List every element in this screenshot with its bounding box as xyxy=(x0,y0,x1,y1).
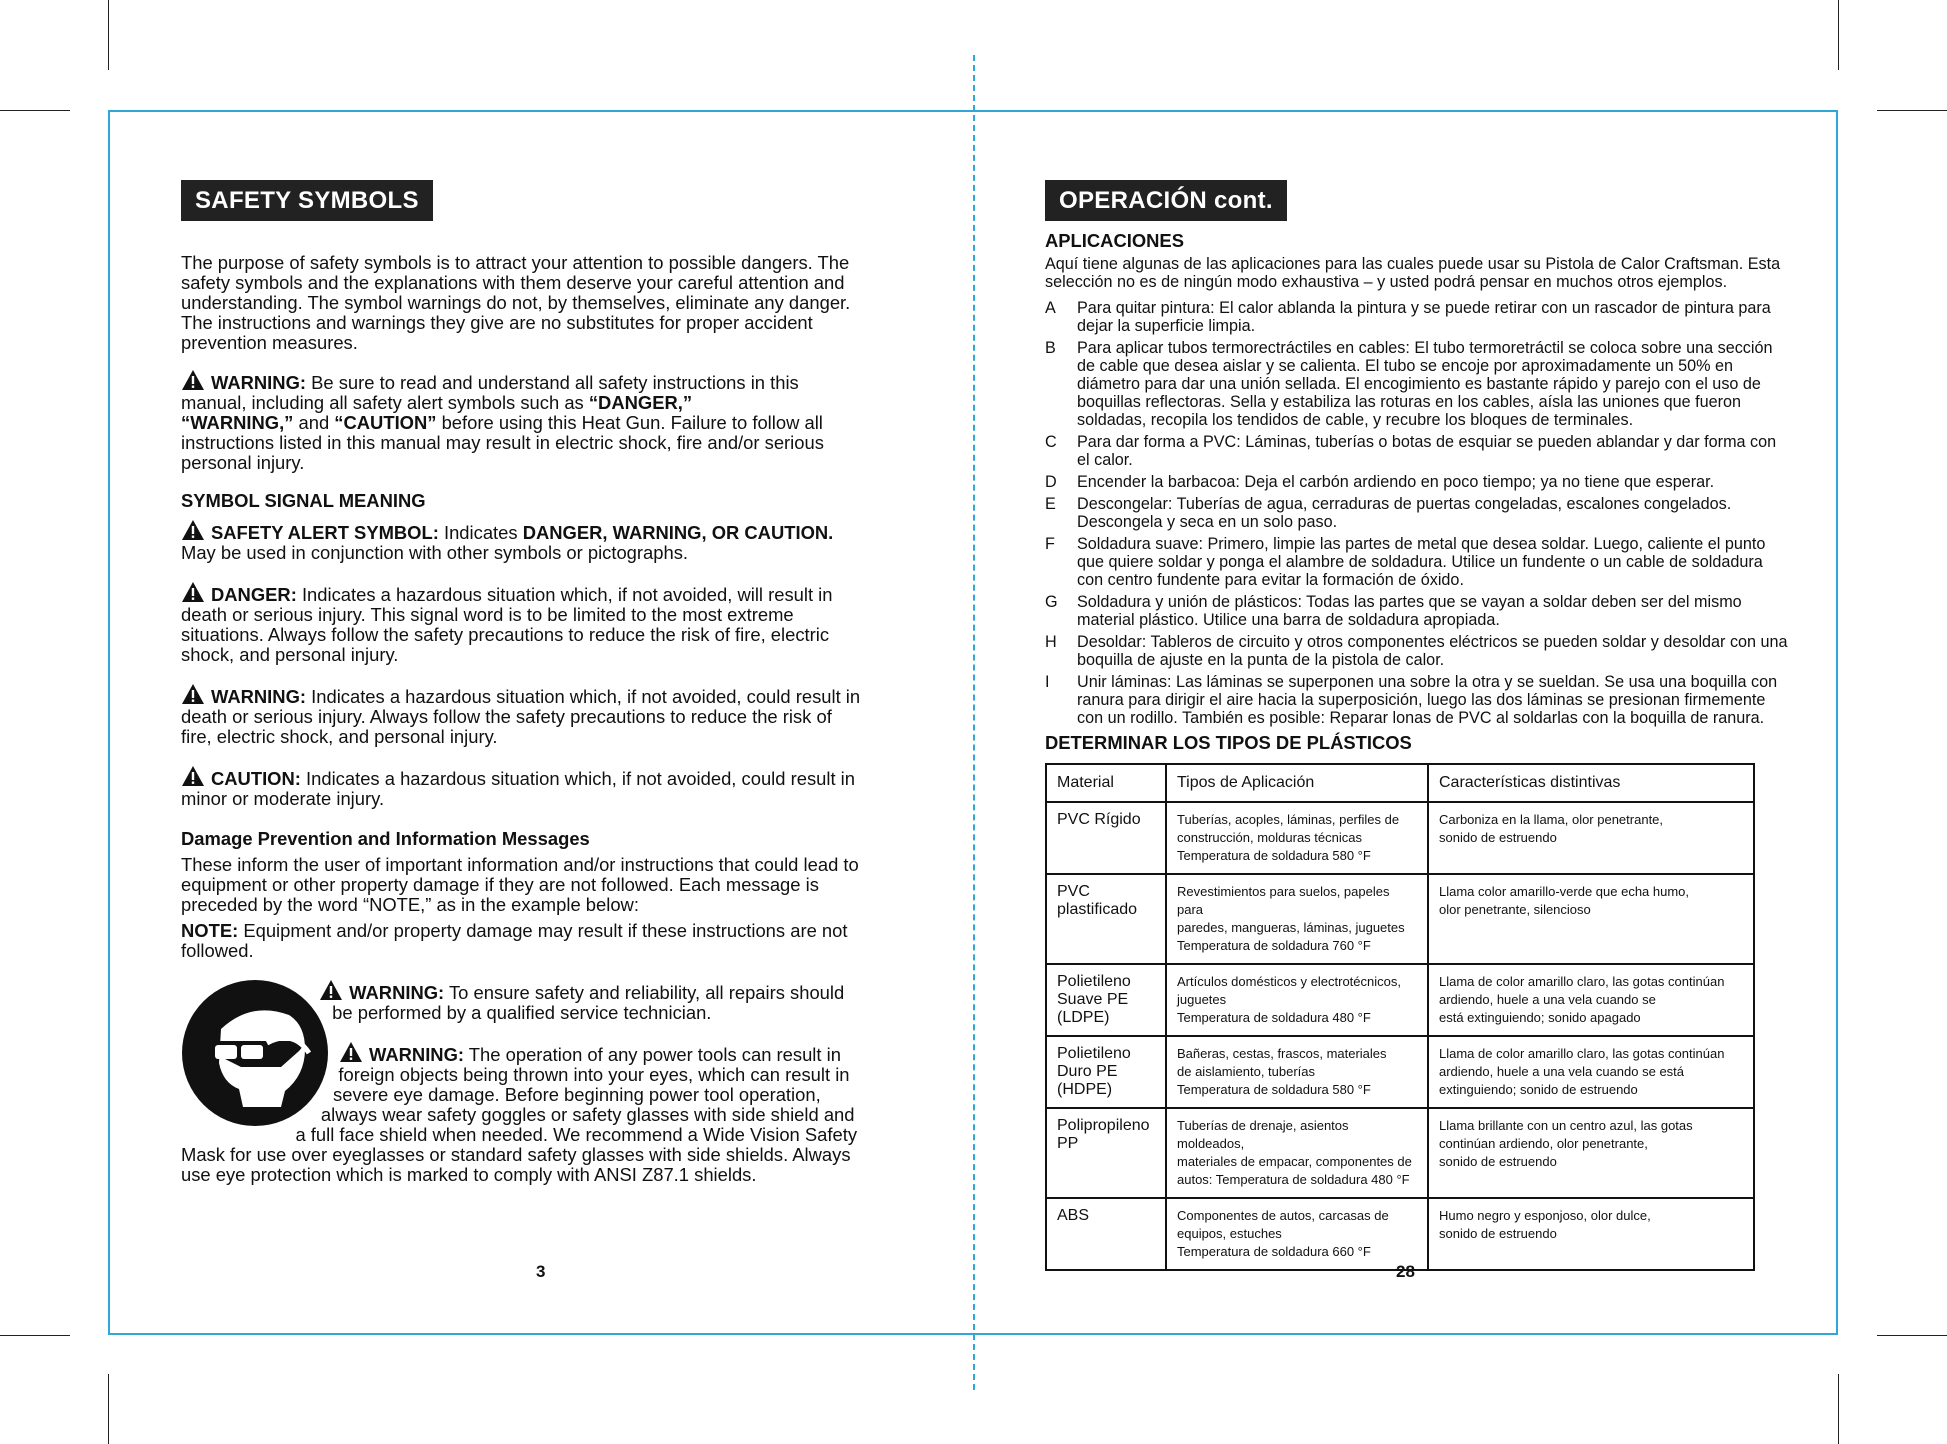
cell-line: Bañeras, cestas, frascos, materiales xyxy=(1177,1046,1387,1061)
cell-line: Temperatura de soldadura 660 °F xyxy=(1177,1244,1371,1259)
table-cell-material xyxy=(1046,1036,1166,1108)
list-item-text: Para dar forma a PVC: Láminas, tuberías o botas de esquiar se pueden ablandar y dar forma con el calor. xyxy=(1077,433,1777,469)
table-row xyxy=(1046,1036,1754,1108)
list-item xyxy=(1045,339,1790,429)
cell-line: (HDPE) xyxy=(1057,1081,1113,1098)
table-cell-material xyxy=(1046,1198,1166,1270)
warning-text: Be sure to read and understand all safety instructions in this manual, including all safety alert symbols such as xyxy=(181,372,799,413)
crop-mark xyxy=(0,110,70,111)
cell-line: está extinguiendo; sonido apagado xyxy=(1439,1010,1641,1025)
page-number-left: 3 xyxy=(536,1262,546,1281)
cell-line: Componentes de autos, carcasas de xyxy=(1177,1208,1389,1223)
list-item-text: Encender la barbacoa: Deja el carbón ardiendo en poco tiempo; ya no tiene que esperar. xyxy=(1077,473,1715,491)
caution-paragraph xyxy=(181,765,861,809)
crop-mark xyxy=(1838,0,1839,70)
cell-line: Tuberías de drenaje, asientos moldeados, xyxy=(1177,1118,1349,1151)
list-item-text: Descongelar: Tuberías de agua, cerraduras de puertas congeladas, escalones congelados. Descongela y seca en un solo paso. xyxy=(1077,495,1732,531)
list-item xyxy=(1045,593,1790,629)
table-header-cell: Material xyxy=(1046,764,1166,802)
apps-list xyxy=(1045,299,1790,727)
cell-line: Temperatura de soldadura 760 °F xyxy=(1177,938,1371,953)
damage-heading: Damage Prevention and Information Messages xyxy=(181,828,590,849)
list-item xyxy=(1045,633,1790,669)
table-header-cell: Características distintivas xyxy=(1428,764,1754,802)
fold-line xyxy=(973,55,975,1390)
warning-triangle-icon xyxy=(339,1041,363,1063)
warning-triangle-icon xyxy=(181,369,205,391)
table-cell-caracteristicas xyxy=(1428,802,1754,874)
warning-label: WARNING: xyxy=(369,1044,465,1065)
list-item-letter: C xyxy=(1045,433,1057,451)
warning-repairs-text: To ensure safety and reliability, all repairs should be performed by a qualified service technician. xyxy=(332,982,845,1023)
cell-line: plastificado xyxy=(1057,901,1138,918)
cell-line: PP xyxy=(1057,1135,1079,1152)
list-item-text: Soldadura suave: Primero, limpie las partes de metal que desea soldar. Luego, caliente el punto que quiere soldar y ponga el alambre de soldadura. Utilice un fundente o un cable de soldadura con centro fundente para evitar la formación de óxido. xyxy=(1077,535,1766,589)
warning-triangle-icon xyxy=(181,581,205,603)
plastics-heading: DETERMINAR LOS TIPOS DE PLÁSTICOS xyxy=(1045,732,1412,753)
page-number-right: 28 xyxy=(1396,1262,1415,1281)
caution-word: “CAUTION” xyxy=(334,412,437,433)
cell-line: sonido de estruendo xyxy=(1439,1226,1557,1241)
cell-line: Llama de color amarillo claro, las gotas continúan xyxy=(1439,1046,1725,1061)
cell-line: sonido de estruendo xyxy=(1439,1154,1557,1169)
table-row xyxy=(1046,874,1754,964)
table-row xyxy=(1046,802,1754,874)
list-item-letter: F xyxy=(1045,535,1055,553)
table-row xyxy=(1046,1108,1754,1198)
warning-word: “WARNING,” xyxy=(181,412,294,433)
page-title: OPERACIÓN cont. xyxy=(1045,180,1287,221)
list-item xyxy=(1045,495,1790,531)
table-cell-material xyxy=(1046,874,1166,964)
cell-line: Artículos domésticos y electrotécnicos, xyxy=(1177,974,1401,989)
safety-alert-bold: DANGER, WARNING, OR CAUTION. xyxy=(522,522,834,543)
safety-alert-text: Indicates xyxy=(438,522,523,543)
cell-line: PVC xyxy=(1057,883,1090,900)
cell-line: Temperatura de soldadura 580 °F xyxy=(1177,848,1371,863)
list-item-letter: G xyxy=(1045,593,1058,611)
table-cell-aplicacion xyxy=(1166,874,1428,964)
cell-line: paredes, mangueras, láminas, juguetes xyxy=(1177,920,1405,935)
cell-line: Duro PE xyxy=(1057,1063,1118,1080)
crop-mark xyxy=(1838,1374,1839,1444)
table-cell-caracteristicas xyxy=(1428,1036,1754,1108)
left-page xyxy=(181,180,861,1185)
crop-mark xyxy=(1877,110,1947,111)
safety-alert-paragraph xyxy=(181,519,861,563)
intro-paragraph: The purpose of safety symbols is to attract your attention to possible dangers. The safety symbols and the explanations with them deserve your careful attention and understanding. The symbol warnings do not, by themselves, eliminate any danger. The instructions and warnings they give are no substitutes for proper accident prevention measures. xyxy=(181,252,851,353)
apps-intro: Aquí tiene algunas de las aplicaciones para las cuales puede usar su Pistola de Calor Craftsman. Esta selección no es de ningún modo exhaustiva – y usted podrá pensar en muchos otros ejemplos. xyxy=(1045,255,1781,291)
cell-line: olor penetrante, silencioso xyxy=(1439,902,1591,917)
table-cell-material xyxy=(1046,964,1166,1036)
crop-mark xyxy=(1877,1335,1947,1336)
list-item xyxy=(1045,673,1790,727)
list-item-letter: E xyxy=(1045,495,1056,513)
damage-paragraph: These inform the user of important information and/or instructions that could lead to equipment or other property damage if they are not followed. Each message is preceded by the word “NOTE,” as in the example below: xyxy=(181,854,859,915)
warning-label: WARNING: xyxy=(211,686,307,707)
crop-mark xyxy=(108,1374,109,1444)
table-cell-caracteristicas xyxy=(1428,964,1754,1036)
note-paragraph xyxy=(181,921,861,961)
page-title: SAFETY SYMBOLS xyxy=(181,180,433,221)
crop-mark xyxy=(0,1335,70,1336)
table-cell-aplicacion xyxy=(1166,1036,1428,1108)
cell-line: (LDPE) xyxy=(1057,1009,1110,1026)
table-cell-aplicacion xyxy=(1166,802,1428,874)
cell-line: juguetes xyxy=(1177,992,1227,1007)
note-label: NOTE: xyxy=(181,920,239,941)
apps-heading: APLICACIONES xyxy=(1045,230,1184,251)
warning-paragraph xyxy=(181,369,861,473)
cell-line: ardiendo, huele a una vela cuando se xyxy=(1439,992,1656,1007)
cell-line: Temperatura de soldadura 480 °F xyxy=(1177,1010,1371,1025)
cell-line: Polietileno xyxy=(1057,973,1131,990)
list-item xyxy=(1045,433,1790,469)
table-cell-caracteristicas xyxy=(1428,1108,1754,1198)
cell-line: ardiendo, huele a una vela cuando se está xyxy=(1439,1064,1685,1079)
safety-alert-text-cont: May be used in conjunction with other symbols or pictographs. xyxy=(181,542,689,563)
signal-heading: SYMBOL SIGNAL MEANING xyxy=(181,490,426,511)
warning-signal-text: Indicates a hazardous situation which, if not avoided, could result in death or serious injury. Always follow the safety precautions to reduce the risk of fire, electric shock, and personal injury. xyxy=(181,686,861,747)
cell-line: sonido de estruendo xyxy=(1439,830,1557,845)
cell-line: Tuberías, acoples, láminas, perfiles de xyxy=(1177,812,1400,827)
table-cell-material xyxy=(1046,1108,1166,1198)
list-item-letter: H xyxy=(1045,633,1057,651)
warning-label: WARNING: xyxy=(349,982,445,1003)
list-item-letter: B xyxy=(1045,339,1056,357)
danger-word: “DANGER,” xyxy=(588,392,693,413)
safety-alert-label: SAFETY ALERT SYMBOL: xyxy=(211,522,439,543)
list-item-letter: I xyxy=(1045,673,1050,691)
table-cell-caracteristicas xyxy=(1428,874,1754,964)
table-cell-aplicacion xyxy=(1166,964,1428,1036)
danger-paragraph xyxy=(181,581,861,665)
cell-line: PVC Rígido xyxy=(1057,811,1141,828)
warning-triangle-icon xyxy=(319,979,343,1001)
list-item xyxy=(1045,299,1790,335)
list-item-letter: D xyxy=(1045,473,1057,491)
table-row xyxy=(1046,1198,1754,1270)
safety-goggles-icon xyxy=(181,979,329,1127)
list-item xyxy=(1045,535,1790,589)
list-item xyxy=(1045,473,1790,491)
warning-triangle-icon xyxy=(181,765,205,787)
danger-label: DANGER: xyxy=(211,584,297,605)
crop-mark xyxy=(108,0,109,70)
table-cell-caracteristicas xyxy=(1428,1198,1754,1270)
list-item-text: Desoldar: Tableros de circuito y otros componentes eléctricos se pueden soldar y desoldar con una boquilla de ajuste en la punta de la pistola de calor. xyxy=(1077,633,1788,669)
cell-line: Revestimientos para suelos, papeles para xyxy=(1177,884,1390,917)
table-row xyxy=(1046,964,1754,1036)
cell-line: continúan ardiendo, olor penetrante, xyxy=(1439,1136,1648,1151)
table-cell-aplicacion xyxy=(1166,1108,1428,1198)
and-word: and xyxy=(293,412,335,433)
cell-line: construcción, molduras técnicas xyxy=(1177,830,1362,845)
cell-line: Polietileno xyxy=(1057,1045,1131,1062)
warning-triangle-icon xyxy=(181,519,205,541)
cell-line: ABS xyxy=(1057,1207,1090,1224)
list-item-text: Para quitar pintura: El calor ablanda la pintura y se puede retirar con un rascador de pintura para dejar la superficie limpia. xyxy=(1077,299,1771,335)
cell-line: equipos, estuches xyxy=(1177,1226,1282,1241)
table-header-row xyxy=(1046,764,1754,802)
warning-eyes-text: The operation of any power tools can result in foreign objects being thrown into your eyes, which can result in severe eye damage. Before beginning power tool operation, always wear safety goggles or safety glasses with side shield and a full face shield when needed. We recommend a Wide Vision Safety Mask for use over eyeglasses or standard safety glasses with side shields. Always use eye protection which is marked to comply with ANSI Z87.1 shields. xyxy=(181,1044,858,1185)
caution-text: Indicates a hazardous situation which, if not avoided, could result in minor or moderate injury. xyxy=(181,768,855,809)
cell-line: Temperatura de soldadura 580 °F xyxy=(1177,1082,1371,1097)
cell-line: Llama color amarillo-verde que echa humo, xyxy=(1439,884,1690,899)
cell-line: Llama brillante con un centro azul, las gotas xyxy=(1439,1118,1693,1133)
cell-line: extinguiendo; sonido de estruendo xyxy=(1439,1082,1638,1097)
cell-line: autos: Temperatura de soldadura 480 °F xyxy=(1177,1172,1410,1187)
warning-triangle-icon xyxy=(181,683,205,705)
warning-label: WARNING: xyxy=(211,372,307,393)
table-cell-aplicacion xyxy=(1166,1198,1428,1270)
cell-line: Suave PE xyxy=(1057,991,1129,1008)
table-header-cell: Tipos de Aplicación xyxy=(1166,764,1428,802)
cell-line: Polipropileno xyxy=(1057,1117,1150,1134)
list-item-letter: A xyxy=(1045,299,1056,317)
warning-signal-paragraph xyxy=(181,683,861,747)
list-item-text: Unir láminas: Las láminas se superponen una sobre la otra y se sueldan. Se usa una boquilla con ranura para dirigir el aire hacia la superposición, luego las dos láminas se presionan firmemente con un rodillo. También es posible: Reparar lonas de PVC al soldarlas con la boquilla de ranura. xyxy=(1077,673,1778,727)
list-item-text: Soldadura y unión de plásticos: Todas las partes que se vayan a soldar deben ser del mismo material plástico. Utilice una barra de soldadura apropiada. xyxy=(1077,593,1742,629)
cell-line: de aislamiento, tuberías xyxy=(1177,1064,1316,1079)
danger-text: Indicates a hazardous situation which, if not avoided, will result in death or serious injury. This signal word is to be limited to the most extreme situations. Always follow the safety precautions to reduce the risk of fire, electric shock, and personal injury. xyxy=(181,584,833,665)
eye-protection-block xyxy=(181,979,861,1185)
plastics-table xyxy=(1045,763,1755,1271)
cell-line: Humo negro y esponjoso, olor dulce, xyxy=(1439,1208,1651,1223)
cell-line: Carboniza en la llama, olor penetrante, xyxy=(1439,812,1664,827)
list-item-text: Para aplicar tubos termorectráctiles en cables: El tubo termoretráctil se coloca sobre una sección de cable que desea aislar y se calienta. El tubo se encoje por aproximadamente un 50% en diámetro para dar una unión sellada. El encogimiento es bastante rápido y parejo con el uso de boquillas reflectoras. Sella y estabiliza las roturas en los cables, aísla las uniones que fueron soldadas, recopila los tendidos de cable, y recubre los bloques de terminales. xyxy=(1077,339,1773,429)
caution-label: CAUTION: xyxy=(211,768,301,789)
warning-text-cont: before using this Heat Gun. Failure to follow all instructions listed in this manual may result in electric shock, fire and/or serious personal injury. xyxy=(181,412,824,473)
cell-line: materiales de empacar, componentes de xyxy=(1177,1154,1412,1169)
table-cell-material xyxy=(1046,802,1166,874)
note-text: Equipment and/or property damage may result if these instructions are not followed. xyxy=(181,920,848,961)
cell-line: Llama de color amarillo claro, las gotas continúan xyxy=(1439,974,1725,989)
right-page xyxy=(1045,180,1790,1271)
